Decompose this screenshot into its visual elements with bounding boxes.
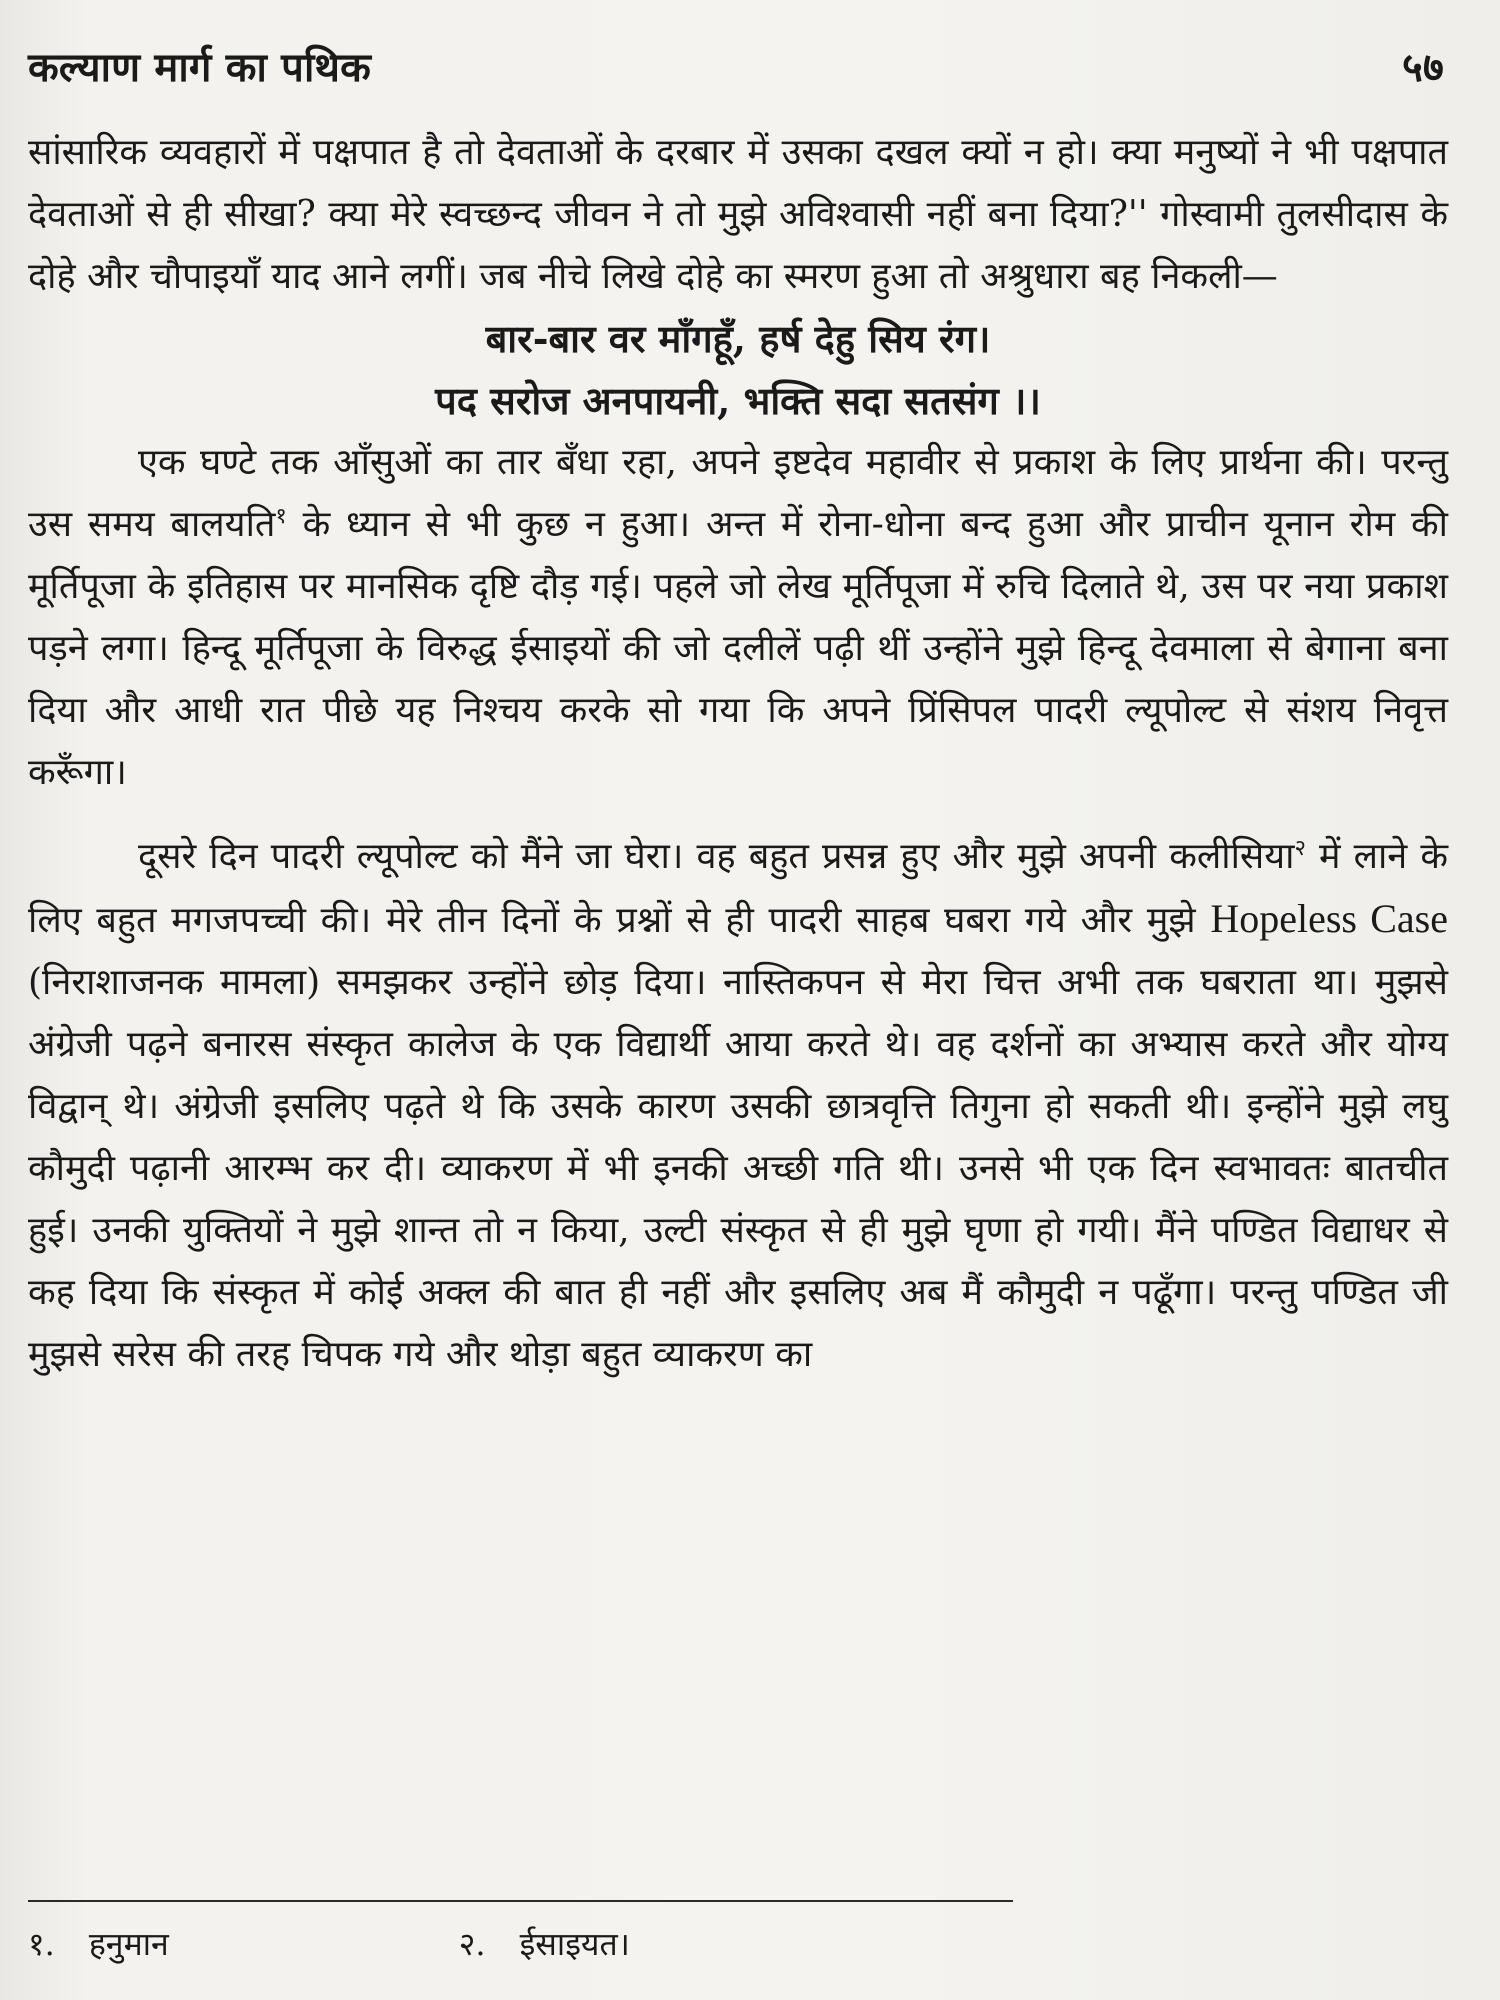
paragraph-2	[28, 432, 1448, 804]
verse-couplet	[28, 308, 1448, 432]
footnote-ref-1: १	[275, 504, 287, 529]
paragraph-3-text-a: दूसरे दिन पादरी ल्यूपोल्ट को मैंने जा घेरा। वह बहुत प्रसन्न हुए और मुझे अपनी कलीसिया	[138, 836, 1295, 877]
paragraph-3-text-c: (निराशाजनक मामला) समझकर उन्होंने छोड़ दिया। नास्तिकपन से मेरा चित्त अभी तक घबराता था। मुझसे अंग्रेजी पढ़ने बनारस संस्कृत कालेज के एक विद्यार्थी आया करते थे। वह दर्शनों का अभ्यास करते और योग्य विद्वान् थे। अंग्रेजी इसलिए पढ़ते थे कि उसके कारण उसकी छात्रवृत्ति तिगुना हो सकती थी। इन्होंने मुझे लघु कौमुदी पढ़ानी आरम्भ कर दी। व्याकरण में भी इनकी अच्छी गति थी। उनसे भी एक दिन स्वभावतः बातचीत हुई। उनकी युक्तियों ने मुझे शान्त तो न किया, उल्टी संस्कृत से ही मुझे घृणा हो गयी। मैंने पण्डित विद्याधर से कह दिया कि संस्कृत में कोई अक्ल की बात ही नहीं और इसलिए अब मैं कौमुदी न पढूँगा। परन्तु पण्डित जी मुझसे सरेस की तरह चिपक गये और थोड़ा बहुत व्याकरण का	[28, 962, 1448, 1375]
page-number: ५७	[1402, 44, 1444, 91]
paragraph-1-text: सांसारिक व्यवहारों में पक्षपात है तो देवताओं के दरबार में उसका दखल क्यों न हो। क्या मनुष्यों ने भी पक्षपात देवताओं से ही सीखा? क्या मेरे स्वच्छन्द जीवन ने तो मुझे अविश्वासी नहीं बना दिया?'' गोस्वामी तुलसीदास के दोहे और चौपाइयाँ याद आने लगीं। जब नीचे लिखे दोहे का स्मरण हुआ तो अश्रुधारा बह निकली—	[28, 132, 1448, 297]
running-head	[28, 38, 1448, 114]
paragraph-2-text-b: के ध्यान से भी कुछ न हुआ। अन्त में रोना-धोना बन्द हुआ और प्राचीन यूनान रोम की मूर्तिपूजा के इतिहास पर मानसिक दृष्टि दौड़ गई। पहले जो लेख मूर्तिपूजा में रुचि दिलाते थे, उस पर नया प्रकाश पड़ने लगा। हिन्दू मूर्तिपूजा के विरुद्ध ईसाइयों की जो दलीलें पढ़ी थीं उन्होंने मुझे हिन्दू देवमाला से बेगाना बना दिया और आधी रात पीछे यह निश्चय करके सो गया कि अपने प्रिंसिपल पादरी ल्यूपोल्ट से संशय निवृत्त करूँगा।	[28, 504, 1448, 793]
footnote-1-marker: १.	[28, 1925, 55, 1963]
body-text	[28, 122, 1448, 1386]
footnote-2-text: ईसाइयत।	[519, 1925, 630, 1963]
paragraph-3-text-b: में लाने के लिए बहुत मगजपच्ची की। मेरे तीन दिनों के प्रश्नों से ही पादरी साहब घबरा गये और मुझे	[28, 836, 1448, 941]
footnotes	[28, 1922, 1428, 1966]
footnote-2	[459, 1922, 630, 1966]
footnote-1-text: हनुमान	[88, 1925, 169, 1963]
footnote-2-marker: २.	[458, 1925, 486, 1963]
paragraph-2-text-a: एक घण्टे तक आँसुओं का तार बँधा रहा, अपने इष्टदेव महावीर से प्रकाश के लिए प्रार्थना की। परन्तु उस समय बालयति	[28, 442, 1448, 545]
footnote-ref-2: २	[1294, 836, 1306, 861]
paragraph-3	[28, 826, 1448, 1386]
running-title: कल्याण मार्ग का पथिक	[28, 44, 372, 91]
verse-line-1: बार-बार वर माँगहूँ, हर्ष देहु सिय रंग।	[485, 316, 991, 361]
paragraph-1	[28, 122, 1448, 308]
english-phrase: Hopeless Case	[1210, 896, 1448, 941]
footnote-1	[28, 1922, 169, 1966]
footnote-divider	[28, 1900, 1013, 1902]
verse-line-2: पद सरोज अनपायनी, भक्ति सदा सतसंग ।।	[435, 378, 1041, 423]
